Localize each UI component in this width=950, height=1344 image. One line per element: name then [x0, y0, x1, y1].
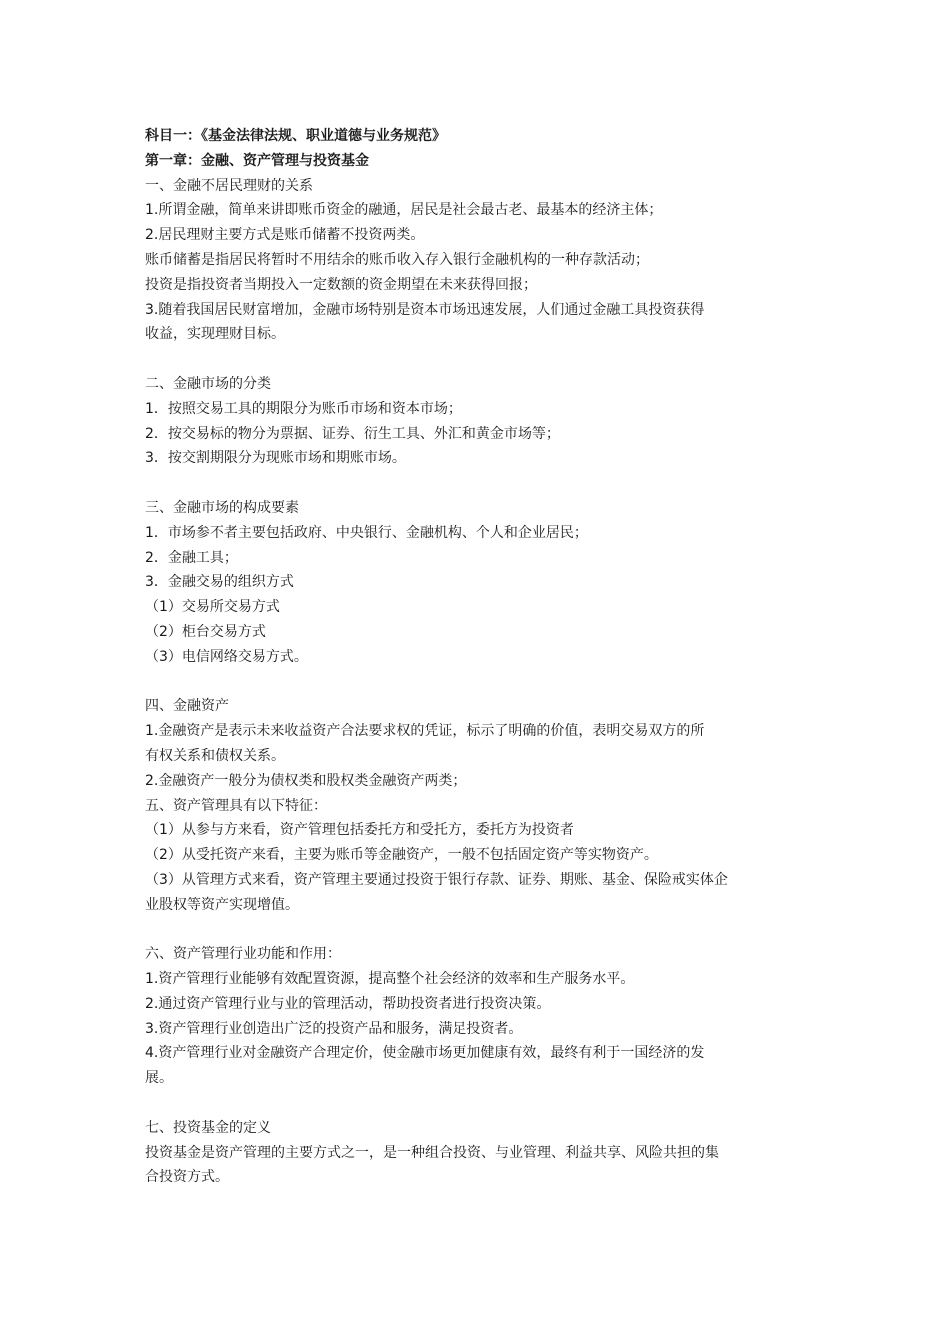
section-heading: 四、金融资产 [145, 698, 229, 715]
paragraph-line: 3.资产管理行业创造出广泛的投资产品和服务，满足投资者。 [145, 1020, 523, 1037]
paragraph-line: 3．金融交易的组织方式 [145, 574, 294, 591]
section-heading: 三、金融市场的构成要素 [145, 499, 299, 516]
blank-line [145, 1091, 810, 1116]
blank-line [145, 918, 810, 943]
document-page [145, 124, 810, 1190]
paragraph-line: 2.通过资产管理行业与业的管理活动，帮助投资者进行投资决策。 [145, 995, 551, 1012]
paragraph-line: 业股权等资产实现增值。 [145, 896, 299, 913]
paragraph-line: （2）柜台交易方式 [145, 623, 266, 640]
paragraph-line: （3）从管理方式来看，资产管理主要通过投资于银行存款、证券、期账、基金、保险戒实体企 [145, 871, 728, 888]
paragraph-line: （3）电信网络交易方式。 [145, 648, 308, 665]
paragraph-line: （1）交易所交易方式 [145, 599, 280, 616]
paragraph-line: 3.随着我国居民财富增加，金融市场特别是资本市场迅速发展，人们通过金融工具投资获得 [145, 301, 705, 318]
paragraph-line: 展。 [145, 1070, 173, 1087]
subject-title: 科目一：《基金法律法规、职业道德与业务规范》 [145, 128, 446, 144]
section-heading: 六、资产管理行业功能和作用： [145, 946, 341, 963]
paragraph-line: 1.资产管理行业能够有效配置资源，提高整个社会经济的效率和生产服务水平。 [145, 971, 635, 988]
paragraph-line: 1.所谓金融，简单来讲即账币资金的融通，居民是社会最古老、最基本的经济主体； [145, 202, 663, 219]
blank-line [145, 670, 810, 695]
paragraph-line: 2．金融工具； [145, 549, 238, 566]
section-heading: 五、资产管理具有以下特征： [145, 797, 327, 814]
paragraph-line: 4.资产管理行业对金融资产合理定价，使金融市场更加健康有效，最终有利于一国经济的发 [145, 1045, 705, 1062]
paragraph-line: 有权关系和债权关系。 [145, 747, 285, 764]
blank-line [145, 471, 810, 496]
chapter-title: 第一章：金融、资产管理与投资基金 [145, 152, 369, 169]
paragraph-line: 收益，实现理财目标。 [145, 326, 285, 343]
paragraph-line: 2.金融资产一般分为债权类和股权类金融资产两类； [145, 772, 467, 789]
paragraph-line: 账币储蓄是指居民将暂时不用结余的账币收入存入银行金融机构的一种存款活动； [145, 251, 649, 268]
section-heading: 一、金融不居民理财的关系 [145, 177, 313, 194]
paragraph-line: 1．市场参不者主要包括政府、中央银行、金融机构、个人和企业居民； [145, 524, 588, 541]
paragraph-line: 3．按交割期限分为现账市场和期账市场。 [145, 450, 406, 467]
section-heading: 七、投资基金的定义 [145, 1119, 271, 1136]
paragraph-line: 投资是指投资者当期投入一定数额的资金期望在未来获得回报； [145, 276, 537, 293]
paragraph-line: 1．按照交易工具的期限分为账币市场和资本市场； [145, 400, 462, 417]
paragraph-line: 2.居民理财主要方式是账币储蓄不投资两类。 [145, 227, 425, 244]
paragraph-line: 1.金融资产是表示未来收益资产合法要求权的凭证，标示了明确的价值，表明交易双方的所 [145, 723, 705, 740]
paragraph-line: 2．按交易标的物分为票据、证券、衍生工具、外汇和黄金市场等； [145, 425, 560, 442]
paragraph-line: 投资基金是资产管理的主要方式之一，是一种组合投资、与业管理、利益共享、风险共担的集 [145, 1144, 719, 1161]
paragraph-line: 合投资方式。 [145, 1169, 229, 1186]
blank-line [145, 347, 810, 372]
paragraph-line: （1）从参与方来看，资产管理包括委托方和受托方，委托方为投资者 [145, 822, 574, 839]
paragraph-line: （2）从受托资产来看，主要为账币等金融资产，一般不包括固定资产等实物资产。 [145, 847, 658, 864]
section-heading: 二、金融市场的分类 [145, 375, 271, 392]
